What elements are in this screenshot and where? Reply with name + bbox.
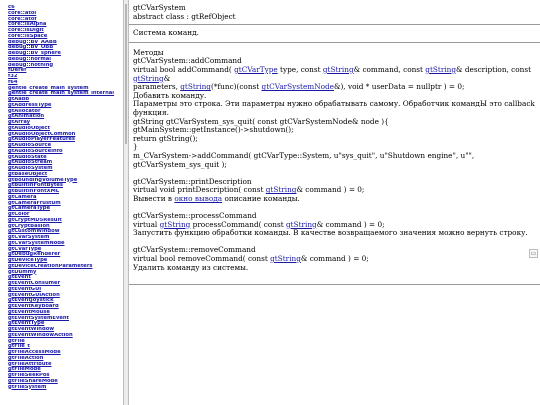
link-gtcvartype[interactable]: gtCVarType bbox=[234, 64, 278, 74]
index-link[interactable]: c6 bbox=[8, 5, 15, 10]
index-link[interactable]: gtAudioState bbox=[8, 154, 47, 160]
sig-text: virtual bool removeCommand( const bbox=[133, 254, 271, 264]
link-output-window[interactable]: окно вывода bbox=[174, 193, 223, 203]
index-link[interactable]: gtFileAction bbox=[8, 355, 44, 361]
index-link[interactable]: gtCamera bbox=[8, 194, 37, 200]
class-name: gtCVarSystem bbox=[133, 3, 186, 12]
index-link[interactable]: gtEventJoystick bbox=[8, 298, 54, 304]
index-link[interactable]: gtEventConsumer bbox=[8, 281, 61, 286]
sig-text: (*func)(const bbox=[210, 82, 262, 92]
index-link[interactable]: fDeref bbox=[8, 68, 27, 74]
index-link[interactable]: gtFileAttribute bbox=[8, 361, 52, 367]
index-link[interactable]: gtEvent bbox=[8, 275, 31, 281]
index-link[interactable]: gtColor bbox=[8, 212, 30, 217]
index-link[interactable]: core::isDigit bbox=[8, 28, 44, 33]
class-header bbox=[133, 4, 540, 21]
index-link[interactable]: debug::BV_sphere bbox=[8, 51, 61, 56]
index-link[interactable]: f32 bbox=[8, 74, 18, 79]
method-print-description-name: gtCVarSystem::printDescription bbox=[133, 176, 252, 186]
index-link[interactable]: gtAudioPlayerFeatures bbox=[8, 137, 76, 143]
desc-text: Вывести в bbox=[133, 193, 175, 203]
methods-section bbox=[133, 49, 536, 272]
sig-text: parameters, bbox=[133, 82, 181, 92]
header-divider bbox=[129, 24, 540, 25]
method-add-command-signature bbox=[133, 66, 536, 83]
sig-text: & bbox=[163, 73, 171, 83]
class-declaration: abstract class : gtRefObject bbox=[133, 11, 236, 21]
index-link[interactable]: gtAudioSourceInfo bbox=[8, 148, 63, 154]
page-icon[interactable]: ▭ bbox=[530, 250, 537, 257]
index-link[interactable]: core::isAlpha bbox=[8, 22, 47, 28]
index-link[interactable]: gtFile bbox=[8, 338, 25, 344]
sig-text: & command, const bbox=[353, 64, 426, 74]
sig-text: & command ) = 0; bbox=[316, 219, 385, 229]
sig-text: virtual bbox=[133, 219, 160, 229]
link-gtstring[interactable]: gtString bbox=[133, 73, 164, 83]
index-link[interactable]: gtDebugRenderer bbox=[8, 252, 61, 258]
index-link[interactable]: gtAudioObjectCommon bbox=[8, 131, 76, 137]
sig-text: & command ) = 0; bbox=[296, 185, 365, 195]
sig-text: virtual bool addCommand( bbox=[133, 64, 235, 74]
sig-text: & command ) = 0; bbox=[300, 254, 369, 264]
index-link[interactable]: debug::nothing bbox=[8, 62, 54, 68]
link-gtstring[interactable]: gtString bbox=[265, 185, 297, 195]
index-link[interactable]: gtBuiltInFontBytes bbox=[8, 183, 63, 189]
index-link[interactable]: debug::BV_AABB bbox=[8, 39, 57, 45]
index-link[interactable]: gtAudioStream bbox=[8, 160, 53, 166]
method-process-command-name: gtCVarSystem::processCommand bbox=[133, 211, 257, 221]
class-doc-frame bbox=[129, 0, 540, 405]
index-link[interactable]: gtCustomWindow bbox=[8, 229, 60, 235]
link-gtstring[interactable]: gtString bbox=[425, 64, 457, 74]
index-link[interactable]: gtAabb bbox=[8, 97, 30, 102]
index-link[interactable]: gtAudioSystem bbox=[8, 166, 53, 171]
index-link[interactable]: gtCameraType bbox=[8, 206, 51, 212]
index-link[interactable]: gtEventWindow bbox=[8, 327, 55, 332]
method-add-command-desc: Добавить команду. bbox=[133, 90, 207, 100]
link-gtcvarsystemnode[interactable]: gtCVarSystemNode bbox=[261, 82, 334, 92]
class-index-frame bbox=[0, 0, 123, 405]
index-link[interactable]: gtFileSeekPos bbox=[8, 373, 50, 378]
sig-text: & description, const bbox=[456, 64, 532, 74]
index-link[interactable]: gtFileMode bbox=[8, 367, 41, 373]
link-gtstring[interactable]: gtString bbox=[159, 219, 191, 229]
description-divider bbox=[129, 42, 540, 43]
index-link[interactable]: gtAllocator bbox=[8, 108, 41, 114]
index-link[interactable]: gtAddressType bbox=[8, 102, 52, 108]
index-link[interactable]: gtCameraFrustum bbox=[8, 200, 61, 206]
method-remove-command-desc: Удалить команду из системы. bbox=[133, 262, 249, 272]
index-link[interactable]: gentle_create_main_system_internal bbox=[8, 91, 115, 97]
method-add-command-params: Параметры это строка. Эти параметры нужно обрабатывать самому. Обработчик командЫ это callback функция. bbox=[133, 99, 535, 117]
index-link[interactable]: gtBuiltInFontXML bbox=[8, 189, 60, 194]
example-line: m_CVarSystem->addCommand( gtCVarType::System, u"sys_quit", u"Shutdown engine", u"", gtCVarSystem_sys_quit ); bbox=[133, 150, 475, 169]
index-link[interactable]: gtAudioSource bbox=[8, 143, 52, 148]
link-gtstring[interactable]: gtString bbox=[270, 254, 301, 264]
index-link[interactable]: gtFileSystem bbox=[8, 384, 47, 390]
scrollbar-thumb[interactable] bbox=[125, 4, 127, 144]
index-item bbox=[8, 385, 123, 391]
index-link[interactable]: gtCVarSystemNode bbox=[8, 240, 65, 246]
index-link[interactable]: gtCryptMD5Result bbox=[8, 217, 62, 223]
sig-text: virtual void printDescription( const bbox=[133, 185, 266, 195]
link-gtstring[interactable]: gtString bbox=[180, 82, 211, 92]
method-print-description-desc bbox=[133, 195, 536, 204]
index-link[interactable]: gtAudioObject bbox=[8, 125, 50, 131]
footer-divider bbox=[129, 284, 540, 285]
index-link[interactable]: gtDeviceType bbox=[8, 258, 48, 263]
desc-text: описание команды. bbox=[222, 193, 300, 203]
index-link[interactable]: f64 bbox=[8, 79, 18, 85]
index-link[interactable]: gtCryptBaslon bbox=[8, 223, 50, 229]
index-link[interactable]: gentle_create_main_system bbox=[8, 85, 89, 91]
example-line: gtMainSystem::getInstance()->shutdown(); bbox=[133, 125, 294, 135]
index-link[interactable]: gtCVarSystem bbox=[8, 235, 50, 240]
method-add-command-name: gtCVarSystem::addCommand bbox=[133, 56, 242, 66]
index-link[interactable]: debug::BV_OBB bbox=[8, 45, 54, 51]
method-process-command-desc: Запустить функцию обработки команды. В качестве возвращаемого значения можно вернуть строку. bbox=[133, 228, 528, 238]
index-link[interactable]: gtDummy bbox=[8, 269, 37, 275]
index-link[interactable]: gtEventGUIAction bbox=[8, 292, 60, 298]
sig-text: processCommand( const bbox=[190, 219, 286, 229]
index-link[interactable]: gtAnimation bbox=[8, 114, 45, 120]
index-link[interactable]: core::atoi bbox=[8, 10, 37, 16]
index-link[interactable]: gtFileShareMode bbox=[8, 378, 58, 384]
index-link[interactable]: gtEventWindowAction bbox=[8, 332, 73, 338]
sig-text: &), void * userData = nullptr ) = 0; bbox=[333, 82, 465, 92]
index-link[interactable]: gtFile_t bbox=[8, 344, 30, 350]
index-link[interactable]: gtEventMouse bbox=[8, 309, 50, 315]
index-link[interactable]: gtEventSystemEvent bbox=[8, 315, 70, 321]
index-link[interactable]: gtEventGUI bbox=[8, 286, 42, 292]
index-link[interactable]: gtDeviceCreationParameters bbox=[8, 263, 93, 269]
index-link[interactable]: gtBaseObject bbox=[8, 171, 48, 177]
link-gtstring[interactable]: gtString bbox=[322, 64, 354, 74]
class-index-list bbox=[0, 0, 123, 390]
index-link[interactable]: gtCVarType bbox=[8, 246, 42, 252]
index-link[interactable]: core::atof bbox=[8, 16, 37, 22]
method-remove-command-name: gtCVarSystem::removeCommand bbox=[133, 245, 256, 255]
example-line: return gtString(); bbox=[133, 133, 198, 143]
index-link[interactable]: gtArray bbox=[8, 120, 31, 125]
index-link[interactable]: gtEventKeyboard bbox=[8, 304, 59, 309]
sig-text: type, const bbox=[277, 64, 323, 74]
link-gtstring[interactable]: gtString bbox=[285, 219, 317, 229]
index-link[interactable]: gtEventType bbox=[8, 321, 45, 327]
index-link[interactable]: gtBoundingVolumeType bbox=[8, 177, 78, 183]
class-description: Система команд. bbox=[133, 28, 199, 38]
index-link[interactable]: gtFileAccessMode bbox=[8, 350, 61, 355]
methods-title: Методы bbox=[133, 47, 164, 57]
index-link[interactable]: core::isSpace bbox=[8, 33, 48, 39]
index-link[interactable]: debug::normal bbox=[8, 56, 51, 62]
example-line: gtString gtCVarSystem_sys_quit( const gtCVarSystemNode& node ){ bbox=[133, 116, 389, 126]
example-line: } bbox=[133, 142, 138, 152]
